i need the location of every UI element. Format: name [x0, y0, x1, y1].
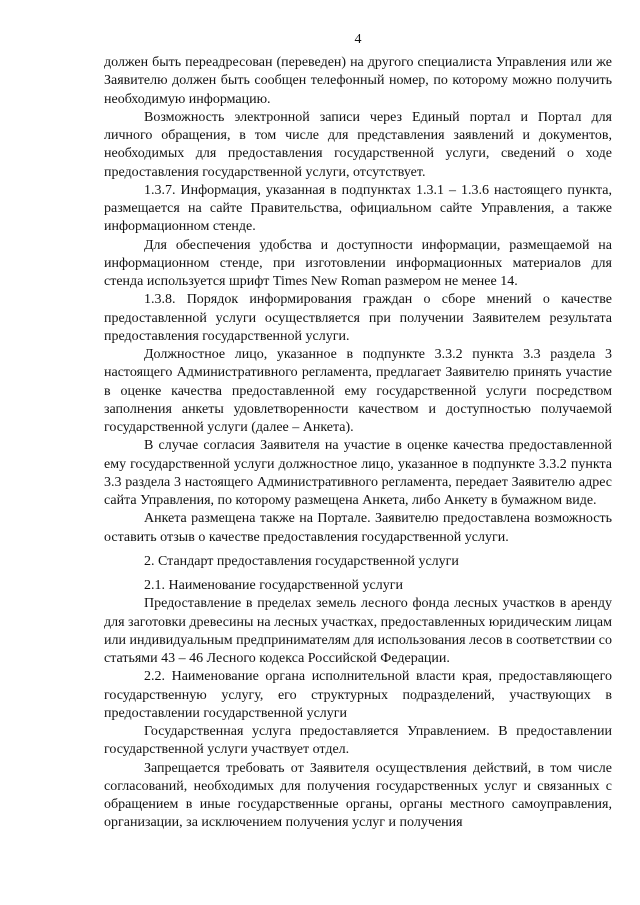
heading-2-1: 2.1. Наименование государственной услуги: [144, 578, 403, 593]
paragraph-1-3-7: 1.3.7. Информация, указанная в подпунктах 1.3.1 – 1.3.6 настоящего пункта, размещается на сайте Правительства, официальном сайте Управления, а также информационном стенде.: [104, 182, 612, 235]
paragraph-service-provider: Государственная услуга предоставляется Управлением. В предоставлении государственной услуги участвует отдел.: [104, 724, 612, 758]
section-heading-2: 2. Стандарт предоставления государственной услуги: [144, 553, 459, 569]
paragraph-electronic-booking: Возможность электронной записи через Единый портал и Портал для личного обращения, в том числе для представления заявлений и документов, необходимых для предоставления государственной услуги, сведений о ходе предоставления государственной услуги, отсутствует.: [104, 109, 612, 180]
paragraph-consent: В случае согласия Заявителя на участие в оценке качества предоставленной ему государственной услуги должностное лицо, указанное в подпункте 3.3.2 пункта 3.3 раздела 3 настоящего Административного регламента, передает Заявителю адрес сайта Управления, по которому размещена Анкета, либо Анкету в бумажном виде.: [104, 438, 612, 508]
document-body: [104, 54, 612, 833]
heading-2-2: 2.2. Наименование органа исполнительной власти края, предоставляющего государственную услугу, его структурных подразделений, участвующих в предоставлении государственной услуги: [104, 669, 612, 721]
paragraph-prohibition: Запрещается требовать от Заявителя осуществления действий, в том числе согласований, необходимых для получения государственных услуг и связанных с обращением в иные государственные органы, органы местного самоуправления, организации, за исключением получения услуг и получения: [104, 760, 612, 831]
paragraph-service-name: Предоставление в пределах земель лесного фонда лесных участков в аренду для заготовки древесины на лесных участках, предоставленных юридическим лицам или индивидуальным предпринимателям для использования лесов в соответствии со статьями 43 – 46 Лесного кодекса Российской Федерации.: [104, 596, 612, 666]
paragraph-official-proposal: Должностное лицо, указанное в подпункте 3.3.2 пункта 3.3 раздела 3 настоящего Административного регламента, предлагает Заявителю принять участие в оценке качества предоставленной ему государственной услуги посредством заполнения анкеты удовлетворенности качеством и доступностью получаемой государственной услуги (далее – Анкета).: [104, 347, 612, 435]
paragraph-1-3-8: 1.3.8. Порядок информирования граждан о сборе мнений о качестве предоставленной услуги осуществляется при получении Заявителем результата предоставления государственной услуги.: [104, 292, 612, 344]
page-number: 4: [354, 32, 362, 47]
paragraph-continuation: должен быть переадресован (переведен) на другого специалиста Управления или же Заявителю должен быть сообщен телефонный номер, по которому можно получить необходимую информацию.: [104, 55, 612, 107]
paragraph-anketa-portal: Анкета размещена также на Портале. Заявителю предоставлена возможность оставить отзыв о качестве предоставления государственной услуги.: [104, 511, 612, 545]
paragraph-stand-font: Для обеспечения удобства и доступности информации, размещаемой на информационном стенде, при изготовлении информационных материалов для стенда используется шрифт Times New Roman размером не менее 14.: [104, 237, 612, 289]
